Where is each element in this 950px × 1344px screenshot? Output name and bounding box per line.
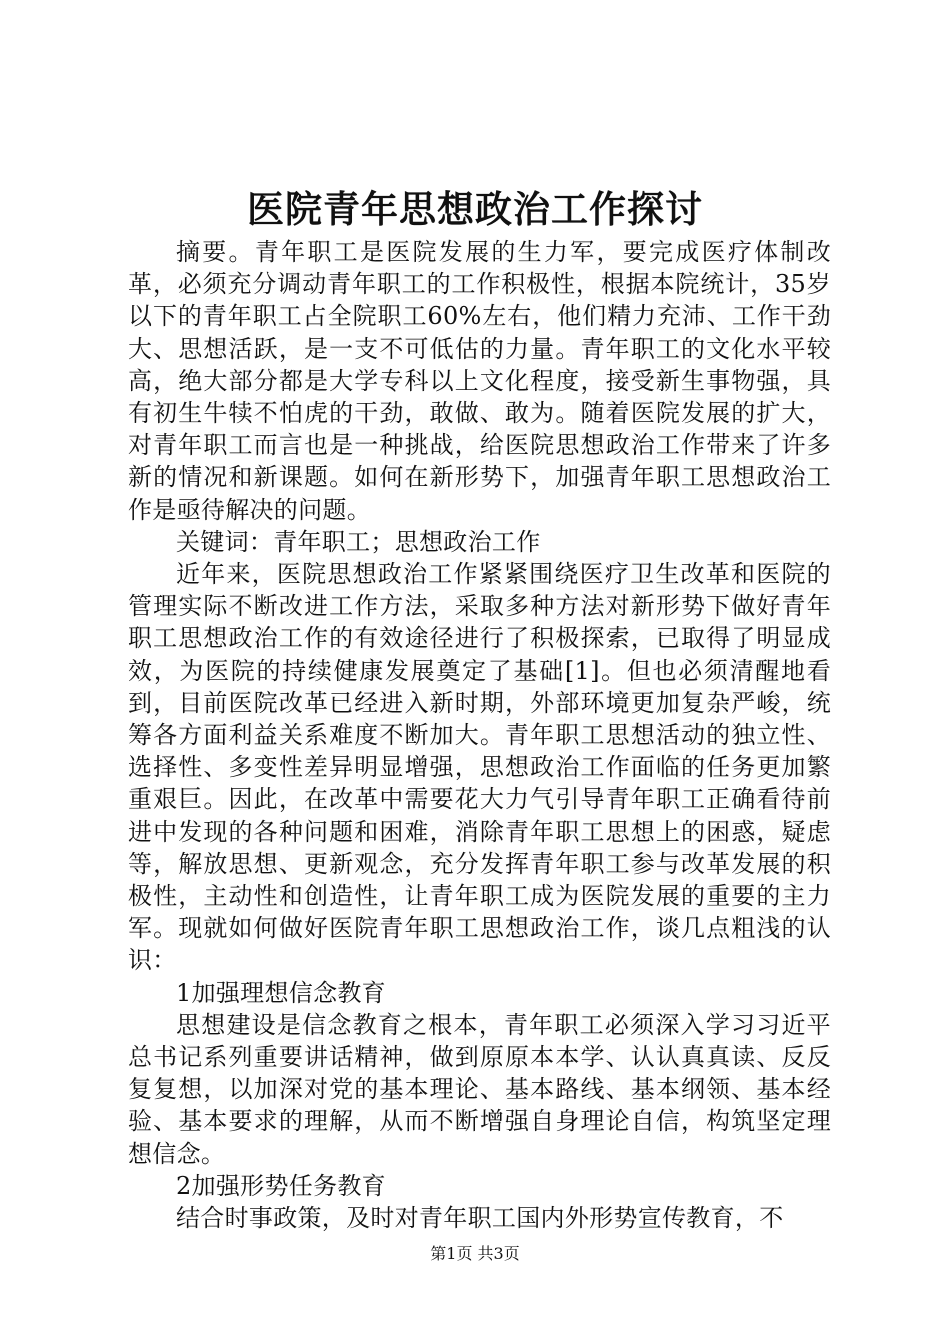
section-heading-2: 2加强形势任务教育: [176, 1171, 386, 1200]
page-number-footer: 第1页 共3页: [430, 1244, 520, 1263]
document-title: 医院青年思想政治工作探讨: [247, 187, 703, 231]
section-1-paragraph: 思想建设是信念教育之根本，青年职工必须深入学习习近平总书记系列重要讲话精神，做到原原本本学、认认真真读、反反复复想，以加深对党的基本理论、基本路线、基本纲领、基本经验、基本要求的理解，从而不断增强自身理论自信，构筑坚定理想信念。: [128, 1010, 831, 1168]
keywords-paragraph: 关键词：青年职工；思想政治工作: [176, 527, 541, 556]
intro-paragraph: 近年来，医院思想政治工作紧紧围绕医疗卫生改革和医院的管理实际不断改进工作方法，采取多种方法对新形势下做好青年职工思想政治工作的有效途径进行了积极探索，已取得了明显成效，为医院的持续健康发展奠定了基础[1]。但也必须清醒地看到，目前医院改革已经进入新时期，外部环境更加复杂严峻，统筹各方面利益关系难度不断加大。青年职工思想活动的独立性、选择性、多变性差异明显增强，思想政治工作面临的任务更加繁重艰巨。因此，在改革中需要花大力气引导青年职工正确看待前进中发现的各种问题和困难，消除青年职工思想上的困惑，疑虑等，解放思想、更新观念，充分发挥青年职工参与改革发展的积极性，主动性和创造性，让青年职工成为医院发展的重要的主力军。现就如何做好医院青年职工思想政治工作，谈几点粗浅的认识：: [128, 560, 831, 975]
section-heading-1: 1加强理想信念教育: [176, 978, 386, 1007]
section-2-paragraph: 结合时事政策，及时对青年职工国内外形势宣传教育，不: [176, 1204, 784, 1233]
abstract-paragraph: 摘要。青年职工是医院发展的生力军，要完成医疗体制改革，必须充分调动青年职工的工作积极性，根据本院统计，35岁以下的青年职工占全院职工60%左右，他们精力充沛、工作干劲大、思想活跃，是一支不可低估的力量。青年职工的文化水平较高，绝大部分都是大学专科以上文化程度，接受新生事物强，具有初生牛犊不怕虎的干劲，敢做、敢为。随着医院发展的扩大，对青年职工而言也是一种挑战，给医院思想政治工作带来了许多新的情况和新课题。如何在新形势下，加强青年职工思想政治工作是亟待解决的问题。: [128, 238, 831, 524]
document-body: [128, 236, 831, 1234]
